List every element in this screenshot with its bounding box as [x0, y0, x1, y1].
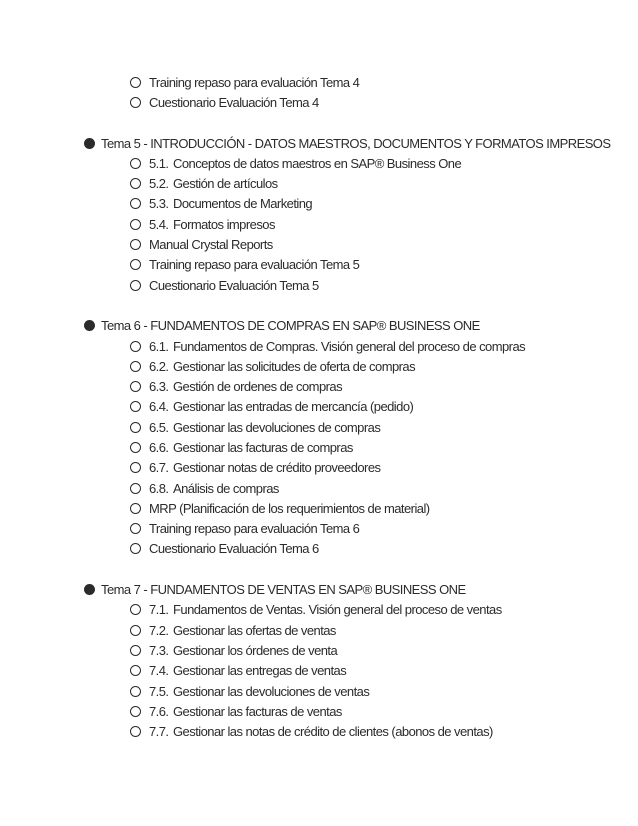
open-bullet-icon	[130, 645, 141, 656]
topic-heading-text: Tema 7 - FUNDAMENTOS DE VENTAS EN SAP® BUSINESS ONE	[101, 582, 466, 598]
open-bullet-icon	[130, 686, 141, 697]
topic-item-text: Fundamentos de Ventas. Visión general del proceso de ventas	[173, 602, 502, 618]
topic-item	[84, 336, 624, 356]
open-bullet-icon	[130, 259, 141, 270]
item-number: 7.3.	[149, 642, 169, 658]
topic-heading-text: Tema 6 - FUNDAMENTOS DE COMPRAS EN SAP® BUSINESS ONE	[101, 318, 480, 334]
topic-item	[84, 417, 624, 437]
topic-item	[84, 498, 624, 518]
topic-item-text: Gestión de artículos	[173, 176, 278, 192]
open-bullet-icon	[130, 239, 141, 250]
topic-item	[84, 519, 624, 539]
topic-item	[84, 539, 624, 559]
open-bullet-icon	[130, 625, 141, 636]
topic-item	[84, 661, 624, 681]
item-number: 6.8.	[149, 480, 169, 496]
open-bullet-icon	[130, 341, 141, 352]
open-bullet-icon	[130, 401, 141, 412]
topic-item-text: Gestionar las devoluciones de ventas	[173, 683, 370, 699]
course-outline	[84, 72, 624, 742]
open-bullet-icon	[130, 604, 141, 615]
topic-item	[84, 681, 624, 701]
item-number: 6.6.	[149, 439, 169, 455]
open-bullet-icon	[130, 381, 141, 392]
topic-item-text: Cuestionario Evaluación Tema 4	[149, 94, 319, 110]
item-number: 6.2.	[149, 358, 169, 374]
topic-item	[84, 600, 624, 620]
topic-item-text: Análisis de compras	[173, 480, 279, 496]
open-bullet-icon	[130, 77, 141, 88]
item-number: 7.6.	[149, 703, 169, 719]
topic-item-text: Cuestionario Evaluación Tema 5	[149, 277, 319, 293]
item-number: 5.4.	[149, 216, 169, 232]
item-number: 7.1.	[149, 602, 169, 618]
topic-item	[84, 458, 624, 478]
item-number: 5.2.	[149, 176, 169, 192]
topic-item	[84, 701, 624, 721]
topic-item-text: Manual Crystal Reports	[149, 237, 273, 253]
item-number: 6.7.	[149, 460, 169, 476]
open-bullet-icon	[130, 361, 141, 372]
topic-heading	[84, 133, 624, 153]
topic-item	[84, 92, 624, 112]
topic-item-text: Training repaso para evaluación Tema 6	[149, 521, 360, 537]
topic-item	[84, 478, 624, 498]
topic-item-text: Gestionar las entradas de mercancía (pedido)	[173, 399, 414, 415]
topic-item-text: Gestión de ordenes de compras	[173, 379, 343, 395]
topic-item-text: Documentos de Marketing	[173, 196, 313, 212]
section-spacer	[84, 559, 624, 579]
open-bullet-icon	[130, 97, 141, 108]
item-number: 7.4.	[149, 663, 169, 679]
topic-item-text: Training repaso para evaluación Tema 5	[149, 257, 360, 273]
open-bullet-icon	[130, 503, 141, 514]
topic-item-text: Conceptos de datos maestros en SAP® Business One	[173, 155, 462, 171]
topic-item-text: Gestionar las notas de crédito de clientes (abonos de ventas)	[173, 724, 493, 740]
item-number: 7.5.	[149, 683, 169, 699]
topic-heading	[84, 579, 624, 599]
open-bullet-icon	[130, 665, 141, 676]
topic-item-text: Gestionar los órdenes de venta	[173, 642, 338, 658]
topic-item-text: Fundamentos de Compras. Visión general del proceso de compras	[173, 338, 526, 354]
open-bullet-icon	[130, 422, 141, 433]
open-bullet-icon	[130, 158, 141, 169]
section-spacer	[84, 295, 624, 315]
topic-heading-text: Tema 5 - INTRODUCCIÓN - DATOS MAESTROS, DOCUMENTOS Y FORMATOS IMPRESOS	[101, 135, 611, 151]
open-bullet-icon	[130, 178, 141, 189]
topic-item	[84, 722, 624, 742]
filled-bullet-icon	[84, 138, 95, 149]
item-number: 6.3.	[149, 379, 169, 395]
topic-heading	[84, 316, 624, 336]
item-number: 6.4.	[149, 399, 169, 415]
topic-item-text: Gestionar las ofertas de ventas	[173, 622, 336, 638]
topic-item-text: MRP (Planificación de los requerimientos de material)	[149, 500, 430, 516]
topic-item	[84, 214, 624, 234]
open-bullet-icon	[130, 706, 141, 717]
topic-item	[84, 255, 624, 275]
open-bullet-icon	[130, 523, 141, 534]
item-number: 7.7.	[149, 724, 169, 740]
item-number: 7.2.	[149, 622, 169, 638]
topic-item	[84, 234, 624, 254]
topic-item-text: Training repaso para evaluación Tema 4	[149, 74, 360, 90]
open-bullet-icon	[130, 483, 141, 494]
topic-item-text: Gestionar las facturas de compras	[173, 439, 353, 455]
topic-item-text: Gestionar las solicitudes de oferta de compras	[173, 358, 416, 374]
topic-item	[84, 620, 624, 640]
topic-item-text: Gestionar las devoluciones de compras	[173, 419, 381, 435]
open-bullet-icon	[130, 543, 141, 554]
item-number: 6.5.	[149, 419, 169, 435]
section-spacer	[84, 113, 624, 133]
item-number: 5.3.	[149, 196, 169, 212]
open-bullet-icon	[130, 219, 141, 230]
open-bullet-icon	[130, 726, 141, 737]
topic-item	[84, 437, 624, 457]
topic-item	[84, 72, 624, 92]
topic-item	[84, 275, 624, 295]
open-bullet-icon	[130, 462, 141, 473]
open-bullet-icon	[130, 442, 141, 453]
filled-bullet-icon	[84, 320, 95, 331]
open-bullet-icon	[130, 198, 141, 209]
topic-item-text: Cuestionario Evaluación Tema 6	[149, 541, 319, 557]
topic-item-text: Gestionar notas de crédito proveedores	[173, 460, 381, 476]
topic-item	[84, 640, 624, 660]
topic-item-text: Gestionar las entregas de ventas	[173, 663, 347, 679]
item-number: 5.1.	[149, 155, 169, 171]
topic-item-text: Gestionar las facturas de ventas	[173, 703, 342, 719]
topic-item-text: Formatos impresos	[173, 216, 275, 232]
topic-item	[84, 194, 624, 214]
topic-item	[84, 153, 624, 173]
open-bullet-icon	[130, 280, 141, 291]
topic-item	[84, 376, 624, 396]
filled-bullet-icon	[84, 584, 95, 595]
topic-item	[84, 356, 624, 376]
item-number: 6.1.	[149, 338, 169, 354]
topic-item	[84, 173, 624, 193]
topic-item	[84, 397, 624, 417]
